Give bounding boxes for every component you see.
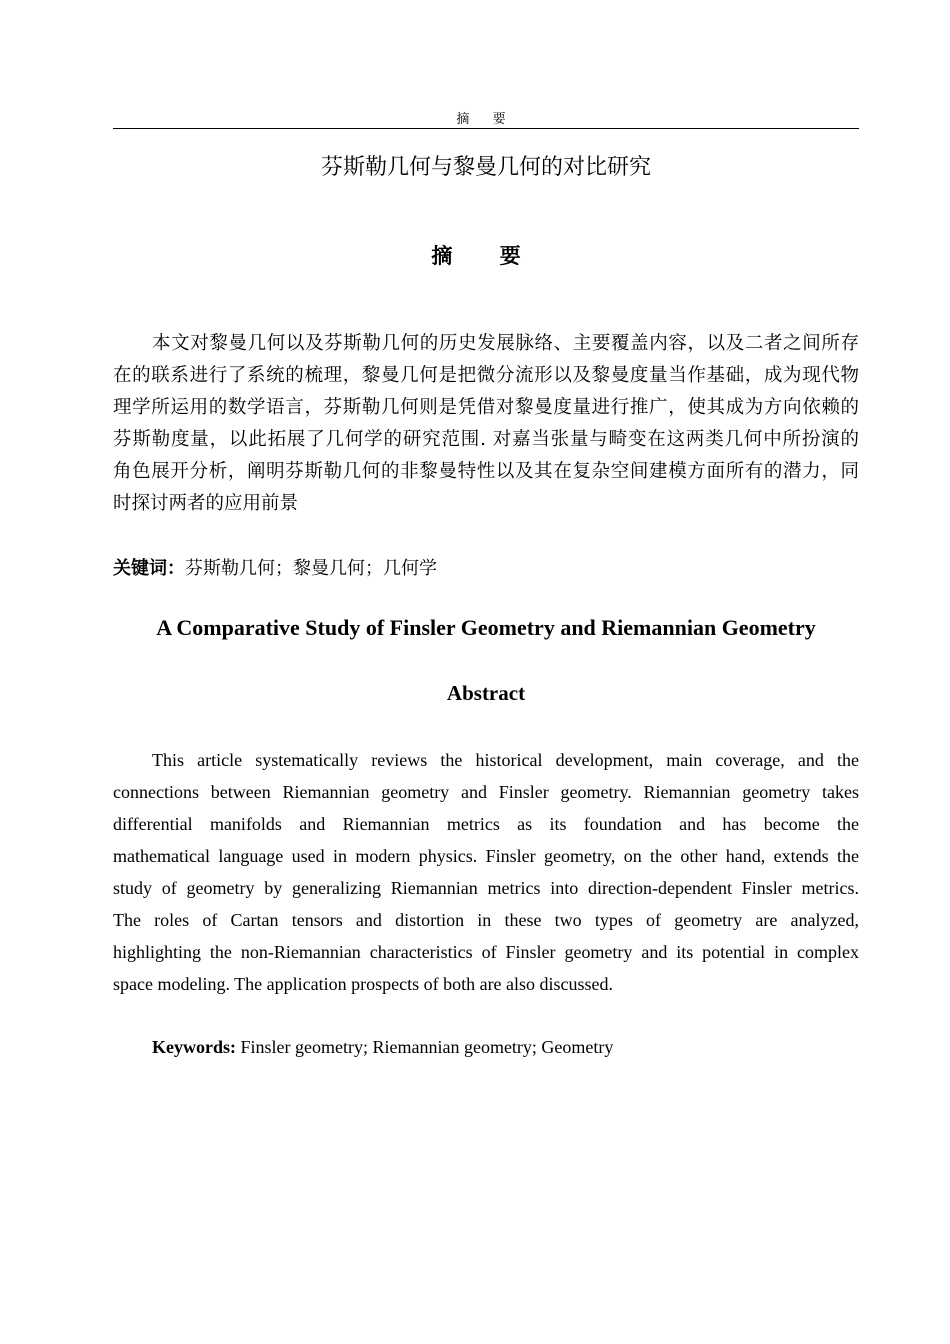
english-title: A Comparative Study of Finsler Geometry and Riemannian Geometry: [156, 615, 816, 640]
keywords-value: 芬斯勒几何；黎曼几何；几何学: [185, 558, 437, 578]
text-line: This article systematically reviews the historical development, main coverage, and the: [152, 750, 859, 770]
text-line: mathematical language used in modern physics. Finsler geometry, on the other hand, extends the: [113, 846, 859, 866]
text-line: 角色展开分析，阐明芬斯勒几何的非黎曼特性以及其在复杂空间建模方面所有的潜力，同: [113, 461, 859, 482]
text-line: space modeling. The application prospects of both are also discussed.: [113, 974, 614, 994]
keywords-value: Finsler geometry; Riemannian geometry; Geometry: [236, 1037, 614, 1057]
text-line: 理学所运用的数学语言，芬斯勒几何则是凭借对黎曼度量进行推广，使其成为方向依赖的: [113, 397, 859, 418]
english-abstract-body: [113, 744, 859, 1000]
text-line: differential manifolds and Riemannian metrics as its foundation and has become the: [113, 814, 859, 834]
text-line: 芬斯勒度量，以此拓展了几何学的研究范围. 对嘉当张量与畸变在这两类几何中所扮演的: [113, 429, 859, 450]
running-header: 摘 要: [456, 111, 516, 126]
chinese-abstract-heading: 摘 要: [431, 244, 541, 268]
text-line: connections between Riemannian geometry and Finsler geometry. Riemannian geometry takes: [113, 782, 859, 802]
text-line: The roles of Cartan tensors and distortion in these two types of geometry are analyzed,: [113, 910, 859, 930]
english-abstract-heading: Abstract: [446, 681, 526, 705]
english-keywords: [113, 1031, 859, 1063]
keywords-label: Keywords:: [152, 1037, 236, 1057]
text-line: 在的联系进行了系统的梳理，黎曼几何是把微分流形以及黎曼度量当作基础，成为现代物: [113, 365, 859, 386]
chinese-abstract-body: [113, 328, 859, 520]
chinese-keywords: [113, 552, 859, 585]
text-line: highlighting the non-Riemannian characteristics of Finsler geometry and its potential in complex: [113, 942, 859, 962]
text-line: study of geometry by generalizing Riemannian metrics into direction-dependent Finsler metrics.: [113, 878, 859, 898]
text-line: 本文对黎曼几何以及芬斯勒几何的历史发展脉络、主要覆盖内容，以及二者之间所存: [152, 333, 859, 354]
chinese-title: 芬斯勒几何与黎曼几何的对比研究: [320, 155, 651, 180]
text-line: 时探讨两者的应用前景: [113, 493, 299, 514]
keywords-label: 关键词：: [113, 558, 185, 579]
header-rule: [113, 128, 859, 129]
